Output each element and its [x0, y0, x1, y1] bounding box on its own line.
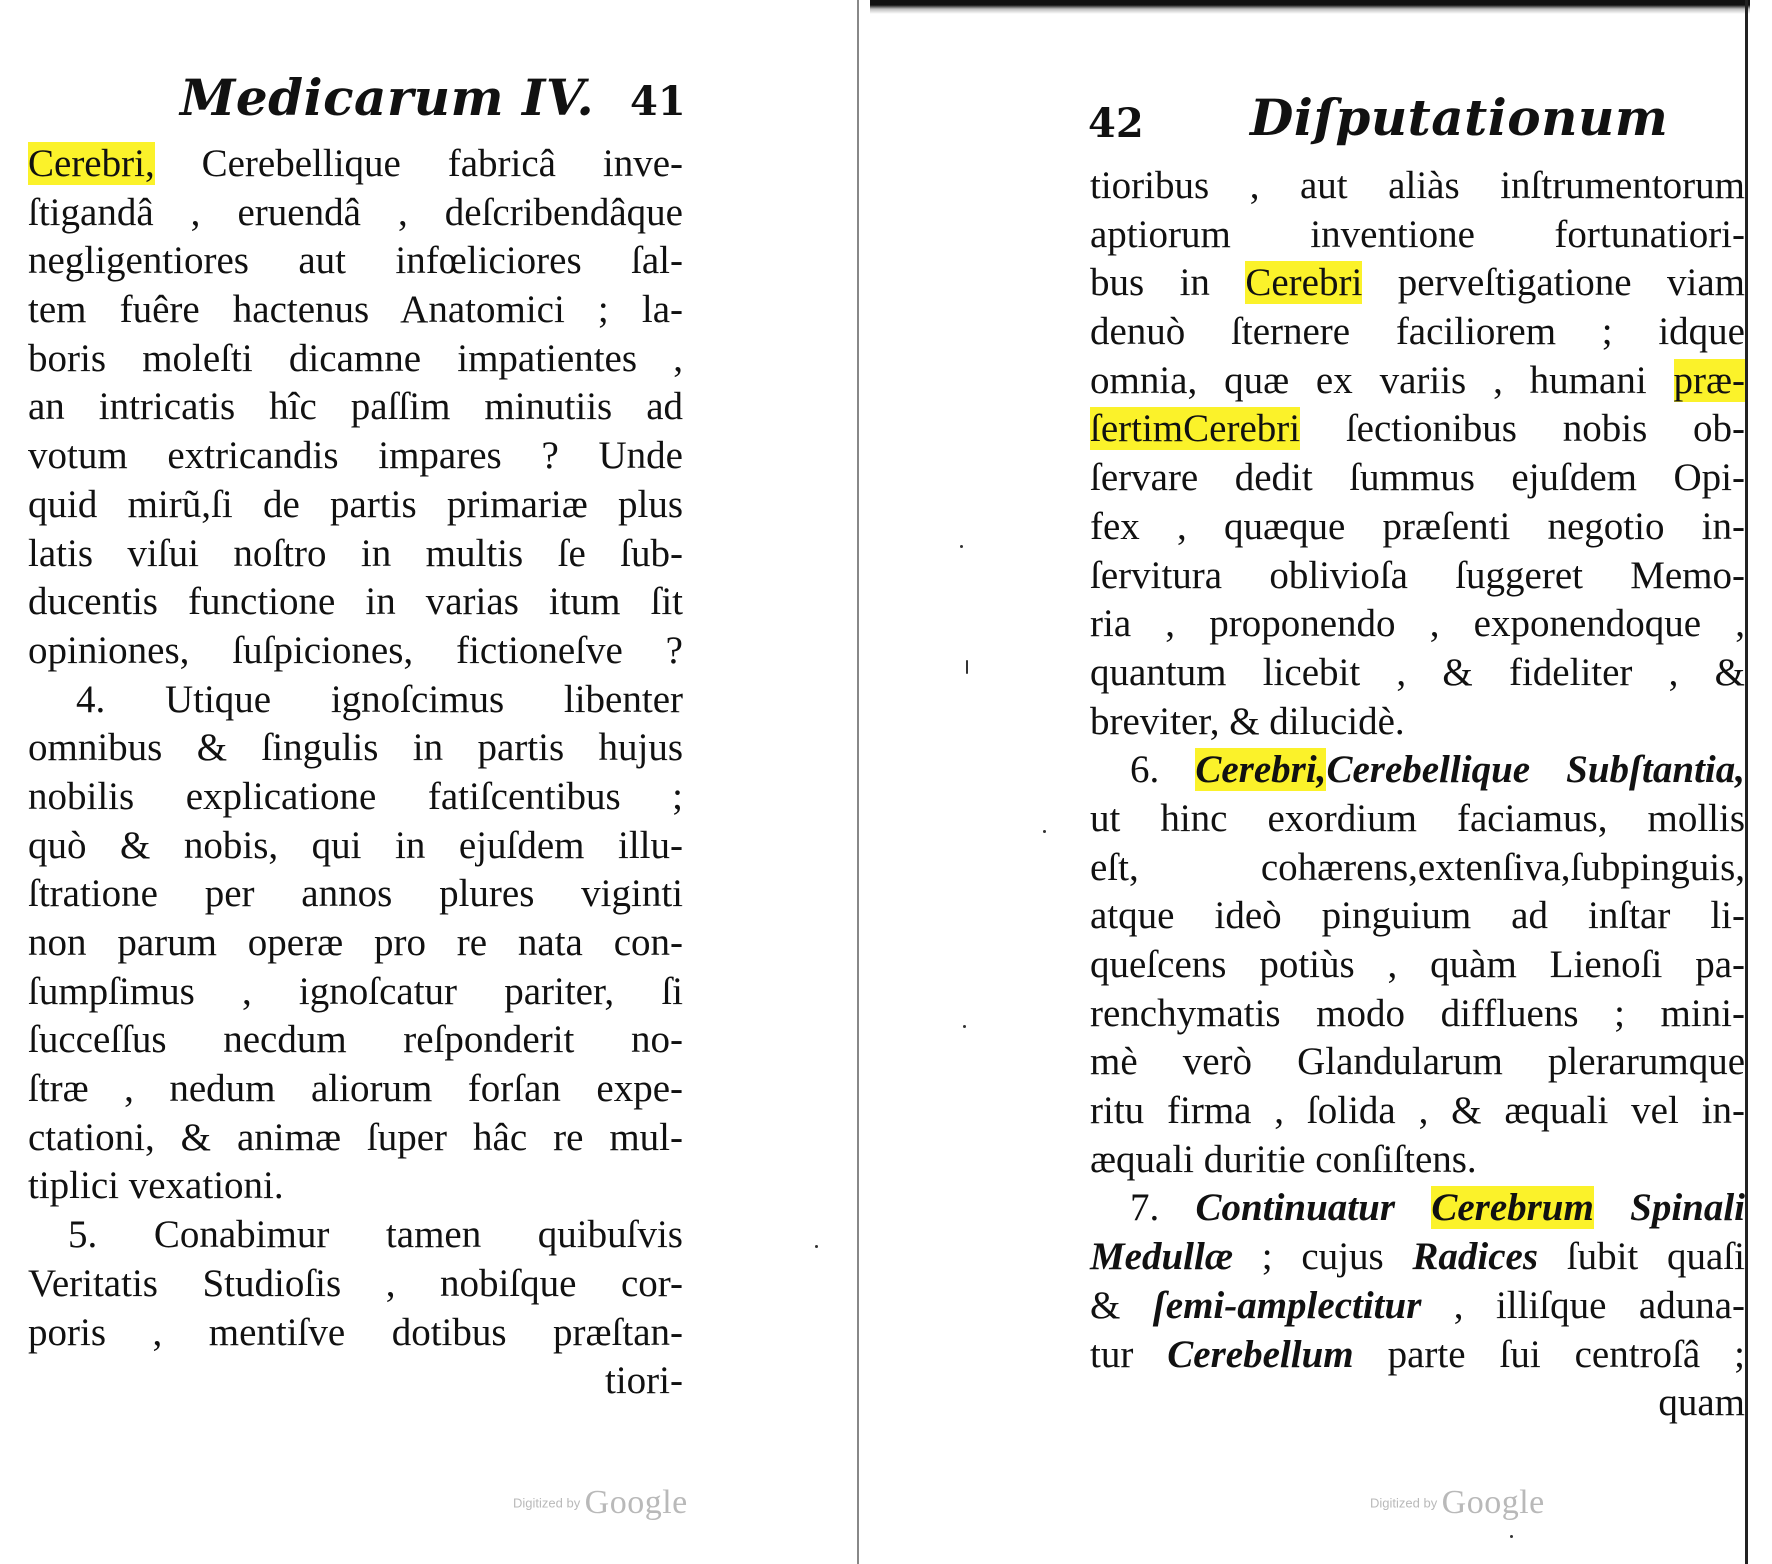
text-line — [28, 1211, 683, 1260]
text-line — [28, 919, 683, 968]
text-line — [1090, 259, 1745, 308]
text-line — [28, 822, 683, 871]
text-run: opiniones, ſuſpiciones, fictioneſve ? — [28, 628, 683, 672]
text-run: ut hinc exordium faciamus, mollis — [1090, 796, 1745, 840]
gutter-divider — [857, 0, 859, 1564]
text-run: breviter, & dilucidè. — [1090, 699, 1405, 743]
text-run: latis viſui noſtro in multis ſe ſub- — [28, 531, 683, 575]
text-line — [1090, 308, 1745, 357]
text-line — [28, 1162, 683, 1211]
text-run: poris , mentiſve dotibus præſtan- — [28, 1310, 683, 1354]
running-title — [1250, 88, 1668, 147]
google-logo: Google — [1441, 1484, 1545, 1521]
text-run: parte ſui centroſâ ; — [1353, 1332, 1746, 1376]
text-run: Spinali — [1630, 1186, 1746, 1230]
running-title-text: Diſputationum — [1250, 88, 1669, 147]
text-line — [28, 189, 683, 238]
watermark-prefix: Digitized by — [1370, 1495, 1438, 1511]
text-run: tioribus , aut aliàs inſtrumentorum — [1090, 164, 1745, 207]
text-run: queſcens potiùs , quàm Lienoſi pa- — [1090, 943, 1745, 986]
scan-speck — [966, 660, 968, 674]
text-run — [1395, 1186, 1431, 1229]
text-run: quid mirũ,ſi de partis primariæ plus — [28, 482, 683, 526]
text-line — [28, 1114, 683, 1163]
text-run: nobilis explicatione fatiſcentibus ; — [28, 774, 683, 818]
right-page — [860, 0, 1772, 1564]
text-run: fex , quæque præſenti negotio in- — [1090, 504, 1745, 548]
text-line — [28, 870, 683, 919]
text-run: tur — [1090, 1332, 1168, 1376]
text-line — [1090, 1379, 1745, 1428]
scan-speck — [963, 1025, 966, 1028]
running-title-text: Medicarum IV. — [180, 68, 595, 127]
text-line — [1090, 941, 1745, 990]
text-run: omnia, quæ ex variis , humani — [1090, 358, 1674, 402]
text-line — [28, 968, 683, 1017]
text-run: ctationi, & animæ ſuper hâc re mul- — [28, 1115, 683, 1159]
text-run: 4. Utique ignoſcimus libenter — [76, 677, 683, 721]
text-run: tiplici vexationi. — [28, 1164, 284, 1208]
text-run: aptiorum inventione fortunatiori- — [1090, 212, 1745, 256]
text-line — [28, 383, 683, 432]
text-run: ſtigandâ , eruendâ , deſcribendâque — [28, 190, 683, 234]
highlighted-term: Cerebri, — [28, 142, 155, 185]
text-run: 5. Conabimur tamen quibuſvis — [68, 1213, 683, 1257]
text-run: Veritatis Studioſis , nobiſque cor- — [28, 1261, 683, 1305]
text-run: Cerebellique Subſtantia, — [1326, 748, 1745, 792]
text-run: quantum licebit , & fideliter , & — [1090, 650, 1745, 694]
text-line — [1090, 405, 1745, 454]
text-line — [1090, 1087, 1745, 1136]
text-run: bus in — [1090, 261, 1246, 305]
text-line — [28, 1016, 683, 1065]
highlighted-term: Cerebri — [1245, 261, 1363, 305]
text-line — [1090, 162, 1745, 211]
text-line — [28, 335, 683, 384]
google-logo: Google — [584, 1484, 688, 1521]
text-run: ria , proponendo , exponendoque , — [1090, 602, 1745, 646]
text-line — [1090, 1331, 1745, 1380]
text-line — [28, 530, 683, 579]
scan-speck — [1043, 830, 1046, 833]
text-line — [28, 773, 683, 822]
text-run: ſumpſimus , ignoſcatur pariter, ſi — [28, 969, 683, 1013]
text-run: ſervitura oblivioſa ſuggeret Memo- — [1090, 553, 1745, 597]
text-run: , illiſque aduna- — [1421, 1283, 1745, 1327]
text-run: ſtræ , nedum aliorum forſan expe- — [28, 1067, 683, 1111]
text-line — [1090, 503, 1745, 552]
text-run: mè verò Glandularum plerarumque — [1090, 1040, 1745, 1084]
text-run: ſucceſſus necdum reſponderit no- — [28, 1018, 683, 1062]
text-line — [28, 676, 683, 725]
text-line — [1090, 1184, 1745, 1233]
text-run: boris moleſti dicamne impatientes , — [28, 336, 683, 380]
text-line — [1090, 698, 1745, 747]
text-line — [1090, 990, 1745, 1039]
page-number — [1088, 100, 1144, 147]
text-line — [1090, 795, 1745, 844]
text-run: perveſtigatione viam — [1362, 261, 1746, 305]
text-run: tem fuêre hactenus Anatomici ; la- — [28, 288, 683, 332]
text-line — [1090, 454, 1745, 503]
text-run: & — [1090, 1283, 1153, 1327]
scan-edge-shadow — [870, 0, 1750, 14]
text-line — [1090, 844, 1745, 893]
text-run: ſervare dedit ſummus ejuſdem Opi- — [1090, 456, 1745, 500]
text-line — [1090, 1233, 1745, 1282]
text-run: ſectionibus nobis ob- — [1300, 407, 1745, 451]
text-line — [28, 1260, 683, 1309]
body-text — [1090, 162, 1745, 1428]
digitized-watermark — [1370, 1484, 1545, 1522]
text-line — [1090, 1282, 1745, 1331]
text-line — [28, 140, 683, 189]
text-run: negligentiores aut infœliciores ſal- — [28, 239, 683, 283]
body-text — [28, 140, 683, 1406]
left-page — [0, 0, 858, 1564]
page-number — [630, 78, 686, 125]
text-run: ſemi-amplectitur — [1152, 1283, 1422, 1327]
text-run — [1594, 1186, 1630, 1229]
text-run: Medullæ — [1090, 1235, 1234, 1279]
text-run: Continuatur — [1195, 1186, 1396, 1230]
text-line — [1090, 600, 1745, 649]
text-line — [28, 724, 683, 773]
text-line — [28, 481, 683, 530]
text-line — [28, 1357, 683, 1406]
text-run: 7. — [1130, 1186, 1196, 1230]
highlighted-term: ſertimCerebri — [1090, 407, 1301, 451]
text-line — [1090, 1136, 1745, 1185]
text-run: Radices — [1412, 1235, 1539, 1279]
text-run: denuò ſternere faciliorem ; idque — [1090, 310, 1745, 354]
text-run: quò & nobis, qui in ejuſdem illu- — [28, 823, 683, 867]
text-run: an intricatis hîc paſſim minutiis ad — [28, 385, 683, 429]
scan-edge-line — [1745, 0, 1748, 1564]
text-run: votum extricandis impares ? Unde — [28, 434, 683, 478]
text-run: eſt, cohærens,extenſiva,ſubpinguis, — [1090, 845, 1745, 889]
scan-speck — [815, 1245, 818, 1248]
scan-speck — [1510, 1535, 1513, 1538]
text-run: Cerebellum — [1167, 1332, 1354, 1376]
highlighted-term: præ- — [1673, 358, 1745, 402]
digitized-watermark — [513, 1484, 688, 1522]
highlighted-term: Cerebri, — [1195, 748, 1327, 792]
text-run: ; cujus — [1233, 1235, 1413, 1279]
text-run: ritu firma , ſolida , & æquali vel in- — [1090, 1089, 1745, 1133]
text-line — [1090, 746, 1745, 795]
text-line — [1090, 357, 1745, 406]
text-run: renchymatis modo diffluens ; mini- — [1090, 991, 1745, 1035]
text-line — [28, 237, 683, 286]
text-line — [28, 432, 683, 481]
text-run: ſtratione per annos plures viginti — [28, 872, 683, 916]
page-number-text: 41 — [630, 78, 686, 125]
text-line — [28, 627, 683, 676]
text-line — [1090, 1038, 1745, 1087]
text-run: 6. — [1130, 748, 1196, 792]
watermark-prefix: Digitized by — [513, 1495, 581, 1511]
scan-speck — [960, 545, 963, 548]
highlighted-term: Cerebrum — [1431, 1186, 1594, 1230]
text-line — [28, 1309, 683, 1358]
text-run: tiori- — [605, 1359, 683, 1403]
text-run: ducentis functione in varias itum ſit — [28, 580, 683, 624]
text-run: quam — [1658, 1381, 1745, 1425]
running-title — [180, 68, 594, 127]
text-run: ſubit quaſi — [1538, 1235, 1745, 1279]
text-line — [28, 286, 683, 335]
text-line — [1090, 552, 1745, 601]
text-run: æquali duritie conſiſtens. — [1090, 1137, 1477, 1181]
text-run: non parum operæ pro re nata con- — [28, 921, 683, 964]
text-line — [1090, 211, 1745, 260]
page-number-text: 42 — [1088, 100, 1144, 147]
text-run: omnibus & ſingulis in partis hujus — [28, 726, 683, 770]
text-run: atque ideò pinguium ad inſtar li- — [1090, 894, 1745, 938]
text-line — [28, 1065, 683, 1114]
text-line — [1090, 892, 1745, 941]
text-line — [1090, 649, 1745, 698]
text-line — [28, 578, 683, 627]
text-run: Cerebellique fabricâ inve- — [154, 142, 683, 185]
